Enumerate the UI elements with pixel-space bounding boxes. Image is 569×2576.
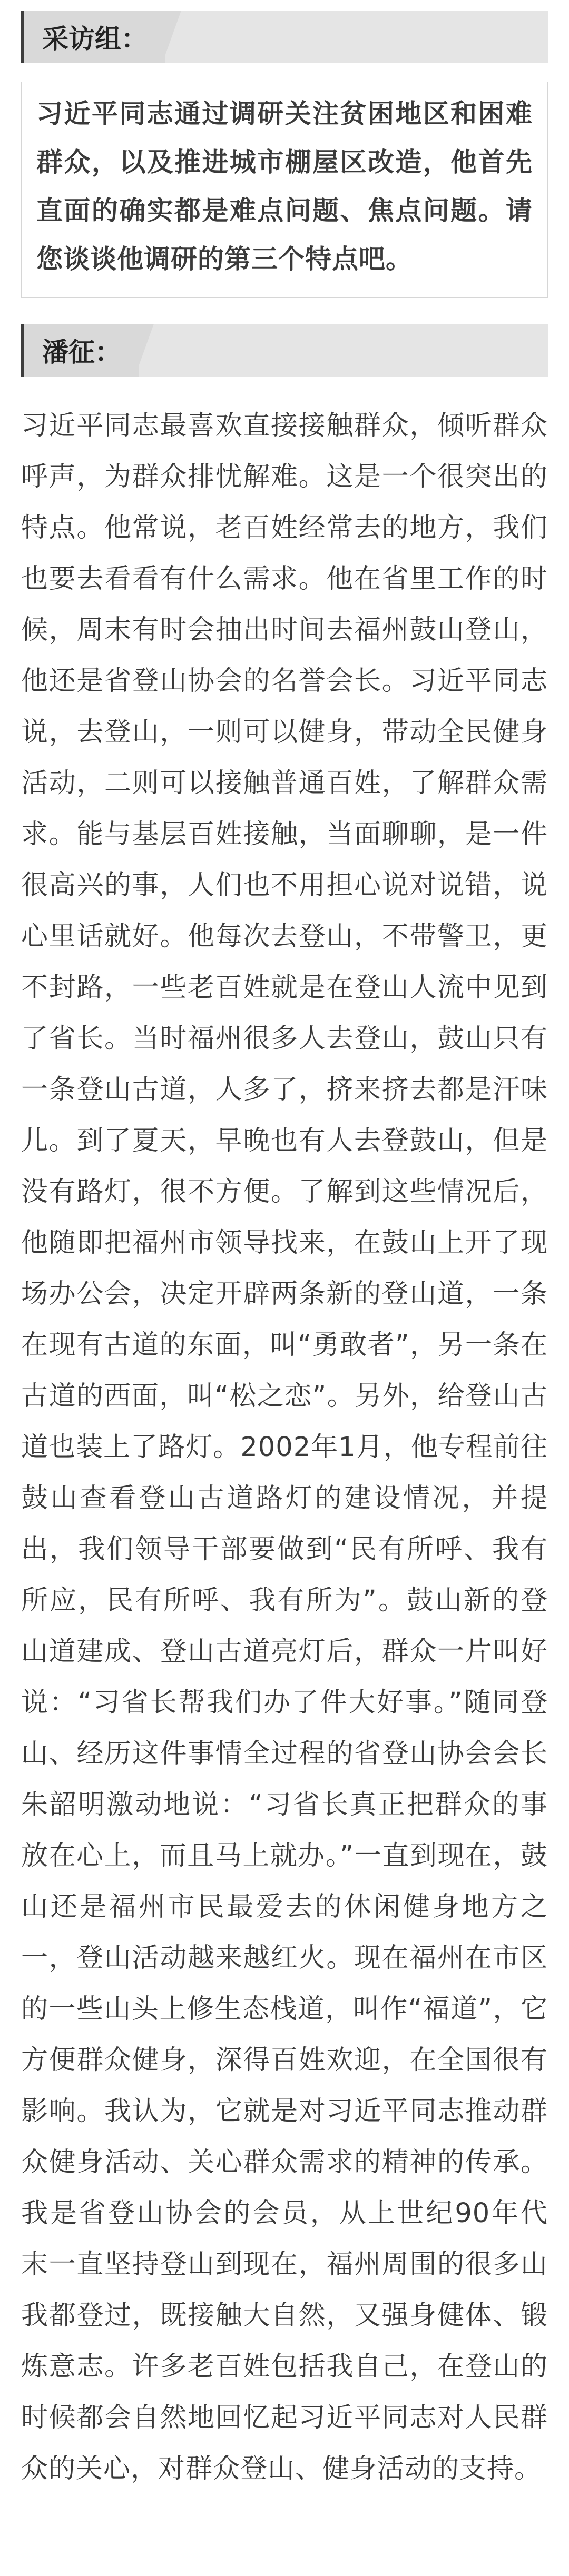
answer-label-tab	[24, 324, 139, 377]
question-box	[21, 82, 548, 298]
question-text: 习近平同志通过调研关注贫困地区和困难群众，以及推进城市棚屋区改造，他首先直面的确实都是难点问题、焦点问题。请您谈谈他调研的第三个特点吧。	[36, 98, 533, 274]
answer-section-label	[21, 324, 548, 377]
answer-label-corner	[135, 324, 154, 377]
answer-label-text: 潘征：	[42, 337, 121, 368]
answer-body-text: 习近平同志最喜欢直接接触群众，倾听群众呼声，为群众排忧解难。这是一个很突出的特点。他常说，老百姓经常去的地方，我们也要去看看有什么需求。他在省里工作的时候，周末有时会抽出时间去福州鼓山登山，他还是省登山协会的名誉会长。习近平同志说，去登山，一则可以健身，带动全民健身活动，二则可以接触普通百姓，了解群众需求。能与基层百姓接触，当面聊聊，是一件很高兴的事，人们也不用担心说对说错，说心里话就好。他每次去登山，不带警卫，更不封路，一些老百姓就是在登山人流中见到了省长。当时福州很多人去登山，鼓山只有一条登山古道，人多了，挤来挤去都是汗味儿。到了夏天，早晚也有人去登鼓山，但是没有路灯，很不方便。了解到这些情况后，他随即把福州市领导找来，在鼓山上开了现场办公会，决定开辟两条新的登山道，一条在现有古道的东面，叫“勇敢者”，另一条在古道的西面，叫“松之恋”。另外，给登山古道也装上了路灯。2002年1月，他专程前往鼓山查看登山古道路灯的建设情况，并提出，我们领导干部要做到“民有所呼、我有所应，民有所呼、我有所为”。鼓山新的登山道建成、登山古道亮灯后，群众一片叫好说：“习省长帮我们办了件大好事。”随同登山、经历这件事情全过程的省登山协会会长朱韶明激动地说：“习省长真正把群众的事放在心上，而且马上就办。”一直到现在，鼓山还是福州市民最爱去的休闲健身地方之一，登山活动越来越红火。现在福州在市区的一些山头上修生态栈道，叫作“福道”，它方便群众健身，深得百姓欢迎，在全国很有影响。我认为，它就是对习近平同志推动群众健身活动、关心群众需求的精神的传承。我是省登山协会的会员，从上世纪90年代末一直坚持登山到现在，福州周围的很多山我都登过，既接触大自然，又强身健体、锻炼意志。许多老百姓包括我自己，在登山的时候都会自然地回忆起习近平同志对人民群众的关心，对群众登山、健身活动的支持。	[21, 410, 548, 2484]
interview-section-label	[21, 11, 548, 63]
interview-label-tab	[24, 11, 165, 63]
interview-label-corner	[162, 11, 181, 63]
interview-label-text: 采访组：	[42, 24, 148, 54]
